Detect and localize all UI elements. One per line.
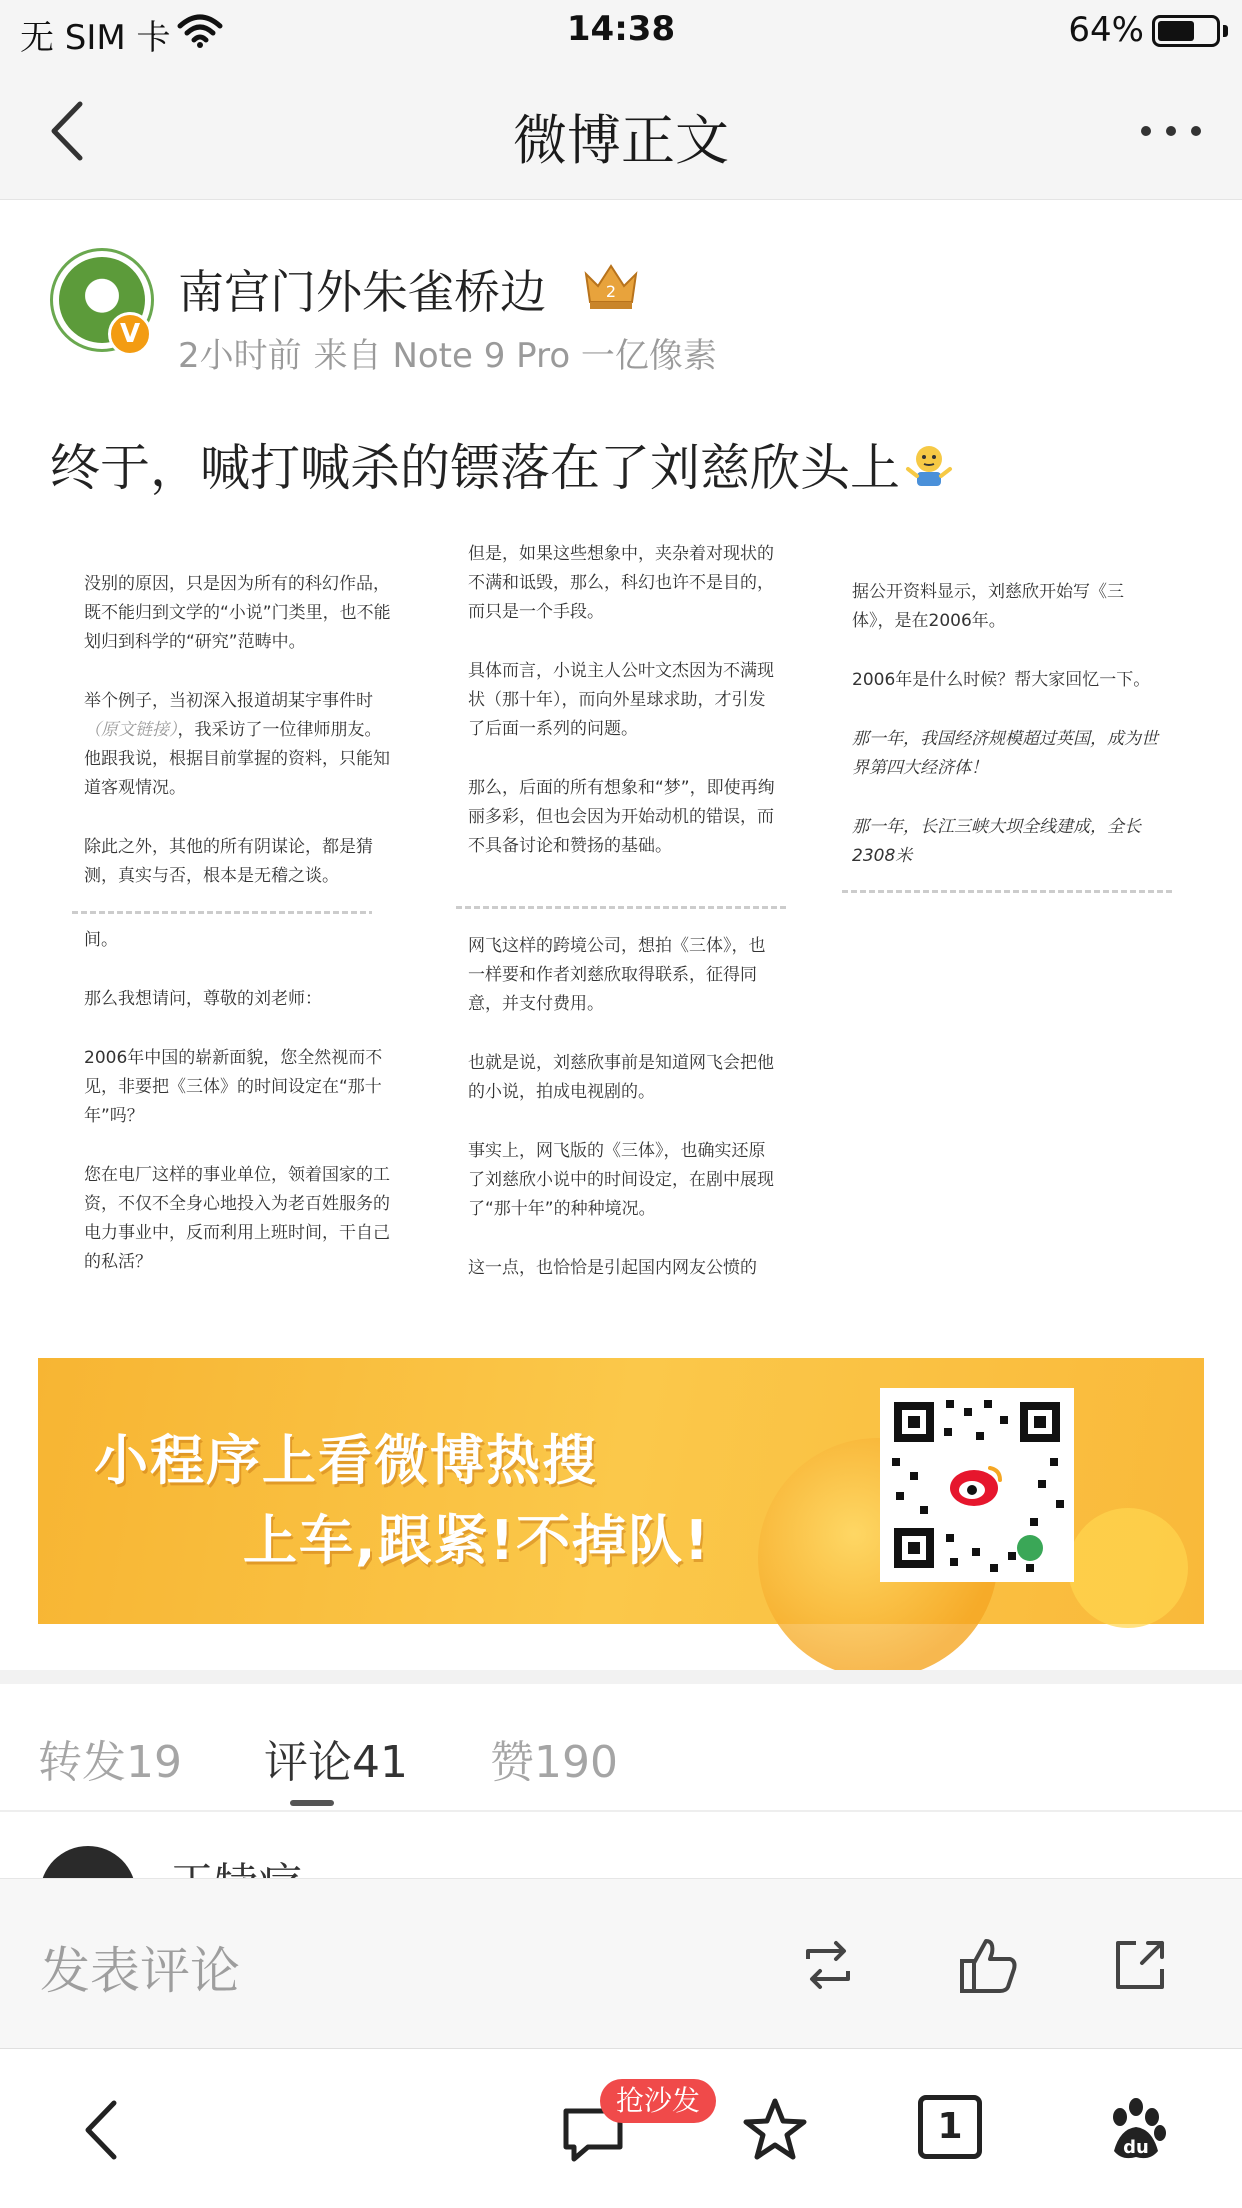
banner-decoration: [1068, 1508, 1188, 1628]
article-paragraph: 这一点，也恰恰是引起国内网友公愤的: [468, 1258, 757, 1278]
tabs-count-button[interactable]: 1: [918, 2095, 982, 2159]
article-column-1: [84, 570, 394, 921]
mini-program-banner[interactable]: [38, 1358, 1204, 1624]
verified-badge-icon: V: [108, 312, 152, 356]
svg-text:2: 2: [605, 282, 617, 301]
tab-comments[interactable]: 评论41: [264, 1737, 408, 1788]
comment-input[interactable]: 发表评论: [40, 1942, 240, 2000]
article-paragraph: [84, 687, 394, 803]
article-paragraph: 2006年是什么时候？帮大家回忆一下。: [852, 670, 1151, 690]
banner-headline: 小程序上看微博热搜: [94, 1429, 598, 1492]
article-paragraph: 间。: [84, 930, 118, 950]
original-link: （原文链接）: [84, 720, 178, 740]
battery-cap: [1223, 25, 1228, 37]
interaction-tabs: [0, 1684, 1242, 1812]
post-text-content: 终于，喊打喊杀的镖落在了刘慈欣头上: [50, 439, 900, 497]
crown-icon: [580, 260, 642, 312]
qr-code-icon: [880, 1388, 1074, 1582]
browser-back-icon[interactable]: [68, 2095, 138, 2165]
comment-list-item[interactable]: [0, 1812, 1242, 1878]
article-paragraph: 那一年，我国经济规模超过英国，成为世界第四大经济体！: [852, 729, 1158, 778]
nav-header: [0, 62, 1242, 200]
status-bar: [0, 0, 1242, 62]
post-time: 2小时前: [178, 336, 302, 376]
clock: 14:38: [566, 9, 676, 49]
cut-line: [842, 890, 1172, 893]
article-column-2-lower: [468, 932, 778, 1313]
tab-reposts[interactable]: 转发19: [38, 1737, 182, 1788]
article-column-1-lower: [84, 926, 394, 1307]
tab-likes[interactable]: 赞190: [490, 1737, 618, 1788]
svg-text:du: du: [1123, 2137, 1149, 2158]
article-paragraph: 那一年，长江三峡大坝全线建成，全长2308米: [852, 817, 1141, 866]
like-icon[interactable]: [956, 1933, 1020, 1997]
article-paragraph: 事实上，网飞版的《三体》，也确实还原了刘慈欣小说中的时间设定，在剧中展现了“那十年”的种种境况。: [468, 1141, 774, 1219]
carrier-label: 无 SIM 卡: [20, 18, 171, 58]
author-header: [0, 200, 1242, 400]
baidu-paw-icon[interactable]: [1100, 2095, 1170, 2165]
page-title: 微博正文: [513, 109, 729, 172]
article-paragraph: 2006年中国的崭新面貌，您全然视而不见，非要把《三体》的时间设定在“那十年”吗？: [84, 1048, 383, 1126]
banner-subline: 上车,跟紧!不掉队!: [243, 1509, 711, 1572]
active-tab-indicator: [290, 1800, 334, 1806]
article-paragraph: 除此之外，其他的所有阴谋论，都是猜测，真实与否，根本是无稽之谈。: [84, 837, 373, 886]
article-image[interactable]: [36, 516, 1206, 1316]
battery-icon: [1152, 15, 1220, 47]
share-icon[interactable]: [1108, 1933, 1172, 1997]
sofa-badge[interactable]: 抢沙发: [600, 2079, 716, 2123]
section-divider: [0, 1670, 1242, 1684]
repost-icon[interactable]: [796, 1933, 860, 1997]
article-text: ，我采访了一位律师朋友。他跟我说，根据目前掌握的资料，只能知道客观情况。: [84, 720, 390, 798]
star-icon[interactable]: [740, 2095, 810, 2165]
article-text: 举个例子，当初深入报道胡某宇事件时: [84, 691, 373, 711]
more-icon[interactable]: [1136, 116, 1206, 146]
author-name[interactable]: 南宫门外朱雀桥边: [178, 265, 546, 319]
post-meta: [178, 328, 717, 377]
article-paragraph: 但是，如果这些想象中，夹杂着对现状的不满和诋毁，那么，科幻也许不是目的，而只是一个手段。: [468, 544, 774, 622]
article-paragraph: 您在电厂这样的事业单位，领着国家的工资，不仅不全身心地投入为老百姓服务的电力事业中，反而利用上班时间，干自己的私活？: [84, 1165, 390, 1272]
article-column-3: [852, 578, 1162, 901]
battery-fill: [1158, 21, 1194, 41]
article-paragraph: 那么，后面的所有想象和“梦”，即使再绚丽多彩，但也会因为开始动机的错误，而不具备讨论和赞扬的基础。: [468, 778, 775, 856]
article-paragraph: 也就是说，刘慈欣事前是知道网飞会把他的小说，拍成电视剧的。: [468, 1053, 774, 1102]
cut-line: [72, 911, 372, 914]
post-text: [50, 428, 954, 500]
cut-line: [456, 906, 786, 909]
article-paragraph: 网飞这样的跨境公司，想拍《三体》，也一样要和作者刘慈欣取得联系，征得同意，并支付费用。: [468, 936, 766, 1014]
post-source: 来自 Note 9 Pro 一亿像素: [313, 336, 717, 376]
browser-toolbar: [0, 2048, 1242, 2208]
article-paragraph: 据公开资料显示，刘慈欣开始写《三体》，是在2006年。: [852, 582, 1124, 631]
article-paragraph: 具体而言，小说主人公叶文杰因为不满现状（那十年），而向外星球求助，才引发了后面一系列的问题。: [468, 661, 774, 739]
comment-bar: [0, 1878, 1242, 2048]
battery-percent: 64%: [1068, 10, 1144, 50]
article-column-2: [468, 540, 778, 891]
article-paragraph: 没别的原因，只是因为所有的科幻作品，既不能归到文学的“小说”门类里，也不能划归到科学的“研究”范畴中。: [84, 574, 391, 652]
shrug-emoji-icon: [904, 441, 954, 491]
article-paragraph: 那么我想请问，尊敬的刘老师：: [84, 989, 322, 1009]
